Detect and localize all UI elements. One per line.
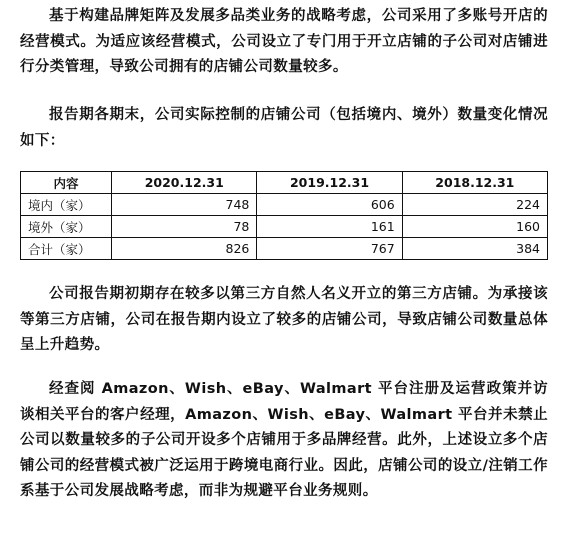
table-row xyxy=(21,238,548,260)
table-cell: 224 xyxy=(402,194,547,216)
table-row-label: 境内（家） xyxy=(21,194,112,216)
store-company-count-table xyxy=(20,171,548,260)
table-cell: 767 xyxy=(257,238,402,260)
table-cell: 748 xyxy=(112,194,257,216)
table-header-cell: 内容 xyxy=(21,172,112,194)
paragraph-1: 基于构建品牌矩阵及发展多品类业务的战略考虑，公司采用了多账号开店的经营模式。为适应该经营模式，公司设立了专门用于开立店铺的子公司对店铺进行分类管理，导致公司拥有的店铺公司数量较多。 xyxy=(20,8,548,75)
table-row xyxy=(21,194,548,216)
paragraph-4: 经查阅 Amazon、Wish、eBay、Walmart 平台注册及运营政策并访谈相关平台的客户经理，Amazon、Wish、eBay、Walmart 平台并未禁止公司以数量较多的子公司开设多个店铺用于多品牌经营。此外，上述设立多个店铺公司的经营模式被广泛运用于跨境电商行业。因此，店铺公司的设立/注销工作系基于公司发展战略考虑，而非为规避平台业务规则。 xyxy=(20,381,548,499)
table-header-cell: 2019.12.31 xyxy=(257,172,402,194)
table-header-row xyxy=(21,172,548,194)
paragraph-3: 公司报告期初期存在较多以第三方自然人名义开立的第三方店铺。为承接该等第三方店铺，公司在报告期内设立了较多的店铺公司，导致店铺公司数量总体呈上升趋势。 xyxy=(20,286,548,353)
table-cell: 78 xyxy=(112,216,257,238)
table-cell: 606 xyxy=(257,194,402,216)
table-cell: 160 xyxy=(402,216,547,238)
table-cell: 384 xyxy=(402,238,547,260)
table-row xyxy=(21,216,548,238)
table-header-cell: 2020.12.31 xyxy=(112,172,257,194)
paragraph-2: 报告期各期末，公司实际控制的店铺公司（包括境内、境外）数量变化情况如下： xyxy=(20,107,548,149)
table-header-cell: 2018.12.31 xyxy=(402,172,547,194)
table-row-label: 合计（家） xyxy=(21,238,112,260)
table-row-label: 境外（家） xyxy=(21,216,112,238)
table-cell: 826 xyxy=(112,238,257,260)
table-cell: 161 xyxy=(257,216,402,238)
